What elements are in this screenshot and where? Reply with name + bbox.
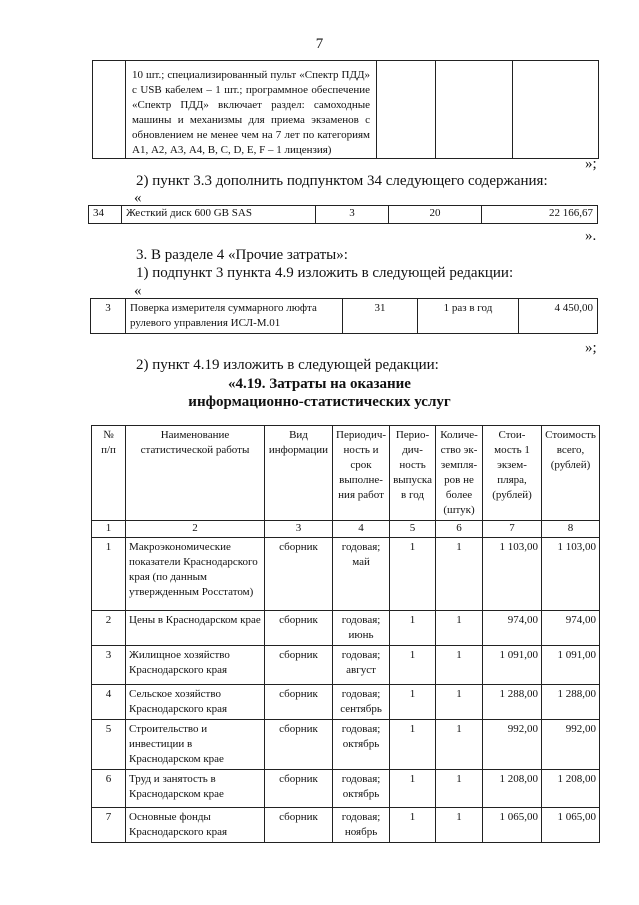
row34-name: Жесткий диск 600 GB SAS: [122, 206, 316, 224]
table-cell: [126, 808, 265, 843]
header-line: Наименование: [160, 429, 230, 441]
row-freq: 1: [409, 773, 416, 785]
table-cell: [542, 646, 600, 685]
header-line: Стоимость: [545, 429, 596, 441]
col-number: 4: [333, 521, 390, 538]
row34-cost: 22 166,67: [482, 206, 598, 224]
row-unit-cost: 1 208,00: [499, 773, 538, 785]
table-cell: [483, 611, 542, 646]
row34-term: 20: [389, 206, 482, 224]
table-body: [92, 538, 600, 843]
header-cell: [92, 426, 126, 521]
row-qty: 1: [456, 811, 462, 823]
table-cell: [390, 611, 436, 646]
header-label: [483, 426, 541, 505]
header-cell: [265, 426, 333, 521]
table-cell: [333, 611, 390, 646]
row-unit-cost: 992,00: [507, 723, 538, 735]
table-row: [92, 611, 600, 646]
row-type: сборник: [279, 649, 318, 661]
table-cell: [542, 720, 600, 770]
header-label: [436, 426, 482, 520]
header-cell: [483, 426, 542, 521]
row-period: годовая; сентябрь: [340, 688, 382, 715]
table-row: [92, 720, 600, 770]
row3-name: Поверка измерителя суммарного люфта рулевого управления ИСЛ-М.01: [126, 299, 343, 334]
row-name: Строительство и инвестиции в Краснодарском крае: [129, 723, 224, 765]
row-number: 7: [105, 811, 112, 823]
table-cell: [92, 808, 126, 843]
table-cell: [390, 538, 436, 611]
table-cell: [333, 685, 390, 720]
table-cell: [265, 611, 333, 646]
table-cell: [390, 646, 436, 685]
header-line: Вид: [289, 429, 308, 441]
row-unit-cost: 1 065,00: [499, 811, 538, 823]
header-label: [126, 426, 264, 460]
table-row: [92, 646, 600, 685]
table-cell: [126, 646, 265, 685]
row-total-cost: 974,00: [565, 614, 596, 626]
row-number: 4: [105, 688, 112, 700]
row-type: сборник: [279, 541, 318, 553]
row-freq: 1: [409, 614, 416, 626]
header-line: ров не: [444, 474, 474, 486]
header-label: [92, 426, 125, 460]
row-name: Сельское хозяйство Краснодарского края: [129, 688, 228, 715]
row-freq: 1: [409, 649, 416, 661]
row-number: 6: [105, 773, 112, 785]
col-number: 7: [483, 521, 542, 538]
header-line: всего,: [556, 444, 585, 456]
table-cell: [436, 538, 483, 611]
page-number: 7: [315, 36, 324, 52]
row-type: сборник: [279, 811, 318, 823]
header-line: Стои-: [498, 429, 526, 441]
table-row: [92, 685, 600, 720]
table-cell: [92, 538, 126, 611]
header-line: статистической работы: [140, 444, 250, 456]
table-cell: [92, 770, 126, 808]
header-label: [265, 426, 332, 460]
header-cell: [390, 426, 436, 521]
continuation-text: 10 шт.; специализированный пульт «Спектр ПДД» с USB кабелем – 1 шт.; программное обеспечение «Спектр ПДД» включает раздел: самоходные машины и механизмы для приема экзаменов с обновлением не менее чем на 7 лет по категориям А1, А2, А3, А4, В, С, D, Е, F – 1 лицензия): [132, 69, 370, 156]
row-unit-cost: 1 103,00: [499, 541, 538, 553]
table-cell: [483, 685, 542, 720]
table-cell: [436, 720, 483, 770]
row3-qty: 31: [343, 299, 418, 334]
subpoint-4-9: 1) подпункт 3 пункта 4.9 изложить в следующей редакции:: [136, 265, 514, 281]
paragraph-4-19: 2) пункт 4.19 изложить в следующей редакции:: [136, 357, 439, 373]
header-row: [92, 426, 600, 521]
table-cell: [265, 720, 333, 770]
heading-line-1: «4.19. Затраты на оказание: [228, 376, 411, 392]
row-total-cost: 1 288,00: [557, 688, 596, 700]
header-line: в год: [401, 489, 425, 501]
header-line: более: [445, 489, 473, 501]
header-line: (рублей): [550, 459, 591, 471]
header-line: ность и: [343, 444, 379, 456]
row-number: 2: [105, 614, 112, 626]
header-line: мость 1: [494, 444, 530, 456]
row-period: годовая; май: [341, 541, 381, 568]
header-line: информации: [268, 444, 329, 456]
header-line: ность: [399, 459, 426, 471]
row-qty: 1: [456, 723, 462, 735]
header-line: №: [103, 429, 114, 441]
header-line: экзем-: [497, 459, 527, 471]
table-cell: [436, 646, 483, 685]
row-34-table: [88, 205, 598, 224]
header-line: Периодич-: [336, 429, 387, 441]
row-total-cost: 1 103,00: [557, 541, 596, 553]
heading-line-2: информационно-статистических услуг: [188, 394, 451, 410]
table-cell: [126, 770, 265, 808]
open-quote-2: «: [134, 283, 142, 299]
table-cell: [436, 770, 483, 808]
header-line: пляра,: [497, 474, 527, 486]
table-cell: [333, 646, 390, 685]
table-cell: [436, 685, 483, 720]
row3-num: 3: [91, 299, 126, 334]
table-cell: [126, 611, 265, 646]
row-qty: 1: [456, 614, 462, 626]
table-cell: [265, 808, 333, 843]
header-cell: [333, 426, 390, 521]
header-line: земпля-: [440, 459, 478, 471]
row-type: сборник: [279, 773, 318, 785]
paragraph-3-3: 2) пункт 3.3 дополнить подпунктом 34 следующего содержания:: [136, 173, 548, 189]
header-line: срок: [350, 459, 372, 471]
table-cell: [436, 808, 483, 843]
table-cell: [542, 808, 600, 843]
row34-num: 34: [89, 206, 122, 224]
header-line: ство эк-: [440, 444, 478, 456]
table-cell: [542, 770, 600, 808]
header-label: [542, 426, 599, 475]
row-unit-cost: 1 091,00: [499, 649, 538, 661]
row-qty: 1: [456, 688, 462, 700]
close-quote-3: »;: [585, 340, 597, 356]
close-quote-1: »;: [585, 156, 597, 172]
header-line: Перио-: [395, 429, 430, 441]
col-number: 6: [436, 521, 483, 538]
header-line: п/п: [101, 444, 116, 456]
header-line: ния работ: [338, 489, 384, 501]
column-number-row: [92, 521, 600, 538]
table-cell: [483, 646, 542, 685]
header-line: Количе-: [440, 429, 478, 441]
table-cell: [333, 808, 390, 843]
header-cell: [542, 426, 600, 521]
header-label: [333, 426, 389, 505]
row-number: 1: [105, 541, 112, 553]
row-period: годовая; ноябрь: [341, 811, 381, 838]
row-name: Жилищное хозяйство Краснодарского края: [129, 649, 230, 676]
table-cell: [126, 538, 265, 611]
header-line: выпуска: [393, 474, 432, 486]
table-cell: [483, 808, 542, 843]
table-cell: [92, 720, 126, 770]
table-cell: [390, 808, 436, 843]
row-total-cost: 1 091,00: [557, 649, 596, 661]
row-qty: 1: [456, 773, 462, 785]
row-freq: 1: [409, 811, 416, 823]
col-number: 2: [126, 521, 265, 538]
row-freq: 1: [409, 541, 416, 553]
row-freq: 1: [409, 723, 416, 735]
table-row: [92, 808, 600, 843]
table-cell: [92, 611, 126, 646]
table-cell: [390, 770, 436, 808]
row-freq: 1: [409, 688, 416, 700]
table-cell: [265, 770, 333, 808]
row-number: 5: [105, 723, 112, 735]
row-period: годовая; октябрь: [341, 773, 381, 800]
row-period: годовая; август: [341, 649, 381, 676]
table-cell: [333, 538, 390, 611]
table-cell: [333, 770, 390, 808]
header-line: выполне-: [339, 474, 383, 486]
continuation-table: [92, 60, 599, 159]
table-cell: [483, 538, 542, 611]
table-cell: [92, 685, 126, 720]
row-name: Основные фонды Краснодарского края: [129, 811, 228, 838]
row-total-cost: 1 065,00: [557, 811, 596, 823]
row-period: годовая; октябрь: [341, 723, 381, 750]
header-line: (рублей): [492, 489, 532, 501]
col-number: 3: [265, 521, 333, 538]
table-cell: [92, 646, 126, 685]
row34-qty: 3: [316, 206, 389, 224]
row-type: сборник: [279, 723, 318, 735]
table-row: [92, 770, 600, 808]
table-cell: [126, 685, 265, 720]
table-cell: [390, 685, 436, 720]
table-cell: [265, 646, 333, 685]
header-cell: [126, 426, 265, 521]
table-cell: [542, 538, 600, 611]
table-cell: [483, 770, 542, 808]
row-name: Труд и занятость в Краснодарском крае: [129, 773, 224, 800]
table-cell: [542, 685, 600, 720]
table-cell: [483, 720, 542, 770]
header-label: [390, 426, 435, 505]
header-cell: [436, 426, 483, 521]
section-4: 3. В разделе 4 «Прочие затраты»:: [136, 247, 348, 263]
col-number: 8: [542, 521, 600, 538]
row-unit-cost: 974,00: [507, 614, 538, 626]
row-3-table: [90, 298, 598, 334]
open-quote-1: «: [134, 190, 142, 206]
table-cell: [333, 720, 390, 770]
close-quote-2: ».: [585, 228, 597, 244]
table-row: [92, 538, 600, 611]
header-line: дич-: [402, 444, 423, 456]
table-cell: [126, 720, 265, 770]
row-type: сборник: [279, 688, 318, 700]
row-qty: 1: [456, 649, 462, 661]
statistics-table: [91, 425, 600, 843]
table-cell: [265, 685, 333, 720]
row-name: Цены в Краснодарском крае: [129, 614, 261, 626]
row3-freq: 1 раз в год: [418, 299, 519, 334]
table-cell: [390, 720, 436, 770]
row-unit-cost: 1 288,00: [499, 688, 538, 700]
table-cell: [542, 611, 600, 646]
header-line: (штук): [443, 504, 475, 516]
row-qty: 1: [456, 541, 462, 553]
row-period: годовая; июнь: [341, 614, 381, 641]
col-number: 1: [92, 521, 126, 538]
row3-cost: 4 450,00: [519, 299, 598, 334]
table-cell: [265, 538, 333, 611]
row-name: Макроэкономические показатели Краснодарского края (по данным утвержденным Росстатом): [129, 541, 258, 598]
table-cell: [436, 611, 483, 646]
row-total-cost: 1 208,00: [557, 773, 596, 785]
row-total-cost: 992,00: [565, 723, 596, 735]
row-type: сборник: [279, 614, 318, 626]
row-number: 3: [105, 649, 112, 661]
col-number: 5: [390, 521, 436, 538]
